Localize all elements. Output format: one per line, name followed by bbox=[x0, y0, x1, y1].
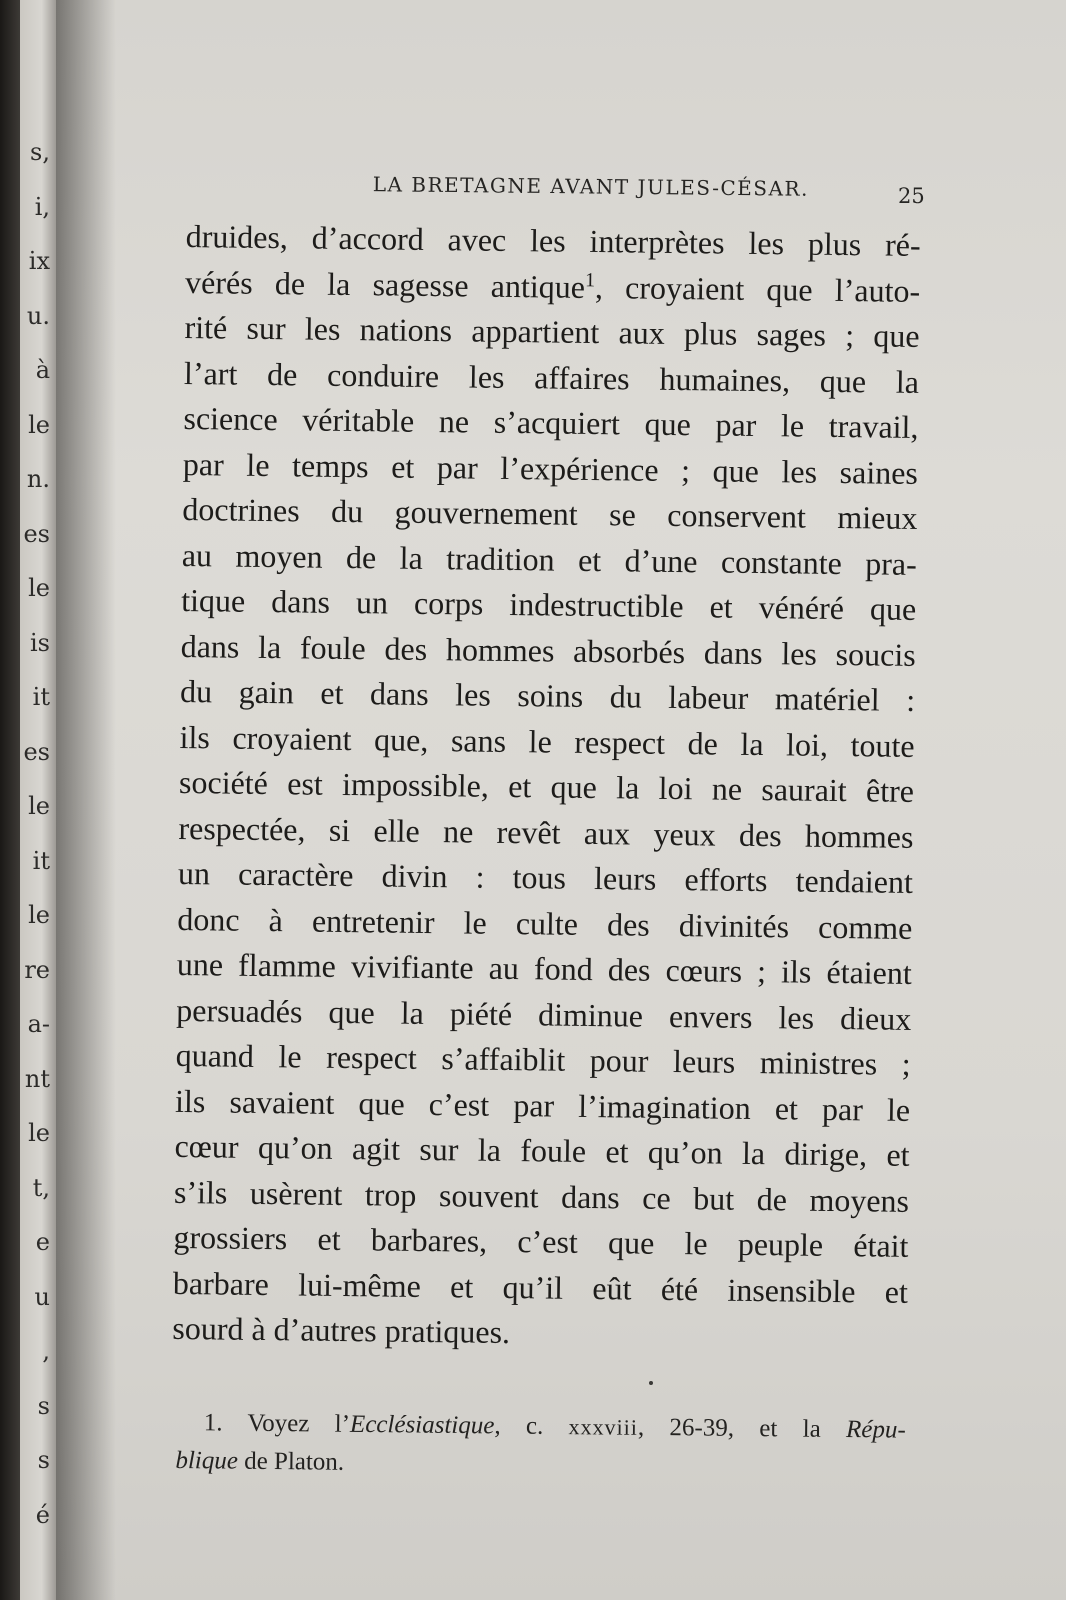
facing-page-fragment: é bbox=[35, 1500, 50, 1529]
text-line-segment: vérés de la sagesse antique bbox=[184, 263, 586, 305]
facing-page-edge bbox=[20, 0, 56, 1600]
text-line: quand le respect s’affaiblit pour leurs ministres ; bbox=[175, 1036, 911, 1082]
running-title: LA BRETAGNE AVANT JULES-CÉSAR. bbox=[372, 172, 810, 201]
facing-page-fragment: le bbox=[28, 410, 50, 439]
text-line: druides, d’accord avec les interprètes les plus ré- bbox=[185, 217, 921, 263]
separator-dot bbox=[649, 1381, 653, 1385]
body-text bbox=[172, 214, 921, 1360]
text-line: ils croyaient que, sans le respect de la loi, toute bbox=[179, 718, 915, 764]
facing-page-fragment: re bbox=[24, 955, 50, 984]
text-line: s’ils usèrent trop souvent dans ce but de moyens bbox=[173, 1173, 910, 1219]
text-line: société est impossible, et que la loi ne saurait être bbox=[178, 763, 915, 809]
footnote-reference: 1 bbox=[584, 268, 596, 291]
text-line: du gain et dans les soins du labeur matériel : bbox=[179, 672, 916, 718]
book-page bbox=[56, 0, 1066, 1600]
footnote-book-title: Ecclésiastique bbox=[349, 1410, 495, 1440]
text-line: l’art de conduire les affaires humaines, que la bbox=[183, 354, 920, 400]
facing-page-fragment: nt bbox=[24, 1064, 50, 1093]
text-line: au moyen de la tradition et d’une constante pra- bbox=[181, 536, 918, 582]
facing-page-fragment: i, bbox=[34, 192, 50, 221]
footnote-text: , 26-39, et la bbox=[637, 1413, 847, 1444]
facing-page-fragment: le bbox=[28, 792, 50, 820]
footnote-chapter: xxxviii bbox=[568, 1414, 639, 1440]
footnote-line bbox=[175, 1442, 905, 1488]
book-spine bbox=[0, 0, 20, 1600]
text-line-segment: , croyaient que l’auto- bbox=[594, 268, 921, 309]
page-number: 25 bbox=[898, 184, 925, 208]
footnote-text: de Platon. bbox=[237, 1447, 345, 1476]
text-line: dans la foule des hommes absorbés dans les soucis bbox=[180, 627, 916, 673]
text-line: donc à entretenir le culte des divinités comme bbox=[177, 900, 913, 946]
facing-page-fragment: es bbox=[23, 519, 50, 548]
footnote-number: 1. bbox=[203, 1409, 223, 1437]
facing-page-fragment: t, bbox=[32, 1173, 50, 1202]
facing-page-fragment: s bbox=[37, 1446, 50, 1474]
text-line: respectée, si elle ne revêt aux yeux des hommes bbox=[178, 809, 914, 855]
facing-page-fragment: s bbox=[37, 1391, 50, 1420]
facing-page-fragment: es bbox=[23, 737, 50, 766]
footnote bbox=[175, 1404, 906, 1488]
facing-page-fragment: a- bbox=[27, 1010, 50, 1038]
facing-page-fragment: is bbox=[30, 628, 50, 657]
text-line: rité sur les nations appartient aux plus sages ; que bbox=[184, 308, 920, 354]
facing-page-fragment: s, bbox=[30, 138, 50, 166]
facing-page-fragment: it bbox=[32, 846, 50, 875]
facing-page-fragment: le bbox=[28, 574, 50, 602]
facing-page-fragment: le bbox=[28, 1119, 50, 1147]
text-line: persuadés que la piété diminue envers les dieux bbox=[176, 991, 912, 1037]
footnote-book-title: Répu- bbox=[845, 1416, 906, 1444]
text-line: tique dans un corps indestructible et vénéré que bbox=[181, 581, 917, 627]
facing-page-fragment: le bbox=[28, 901, 50, 929]
facing-page-fragment: it bbox=[32, 683, 50, 711]
facing-page-fragment: ix bbox=[28, 247, 50, 275]
text-line: un caractère divin : tous leurs efforts tendaient bbox=[177, 854, 914, 900]
facing-page-fragment: u. bbox=[26, 301, 50, 330]
text-line: ils savaient que c’est par l’imagination et par le bbox=[174, 1082, 911, 1128]
text-line: grossiers et barbares, c’est que le peuple était bbox=[173, 1218, 909, 1264]
text-line: par le temps et par l’expérience ; que les saines bbox=[182, 445, 919, 491]
text-line: cœur qu’on agit sur la foule et qu’on la dirige, et bbox=[174, 1127, 910, 1173]
footnote-text: Voyez l’ bbox=[247, 1409, 351, 1438]
facing-page-fragment: n. bbox=[26, 465, 50, 493]
text-line: une flamme vivifiante au fond des cœurs ; ils étaient bbox=[176, 945, 913, 991]
text-line: sourd à d’autres pratiques. bbox=[172, 1309, 511, 1351]
text-line: barbare lui-même et qu’il eût été insensible et bbox=[172, 1264, 909, 1310]
text-line: science véritable ne s’acquiert que par le travail, bbox=[183, 399, 919, 445]
facing-page-fragment: u bbox=[34, 1282, 50, 1311]
facing-page-fragment: e bbox=[35, 1228, 50, 1256]
text-line: doctrines du gouvernement se conservent mieux bbox=[182, 490, 918, 536]
footnote-book-title: blique bbox=[175, 1446, 239, 1475]
footnote-text: , c. bbox=[494, 1412, 569, 1441]
facing-page-fragment: , bbox=[42, 1337, 50, 1365]
facing-page-fragment: à bbox=[35, 356, 50, 384]
